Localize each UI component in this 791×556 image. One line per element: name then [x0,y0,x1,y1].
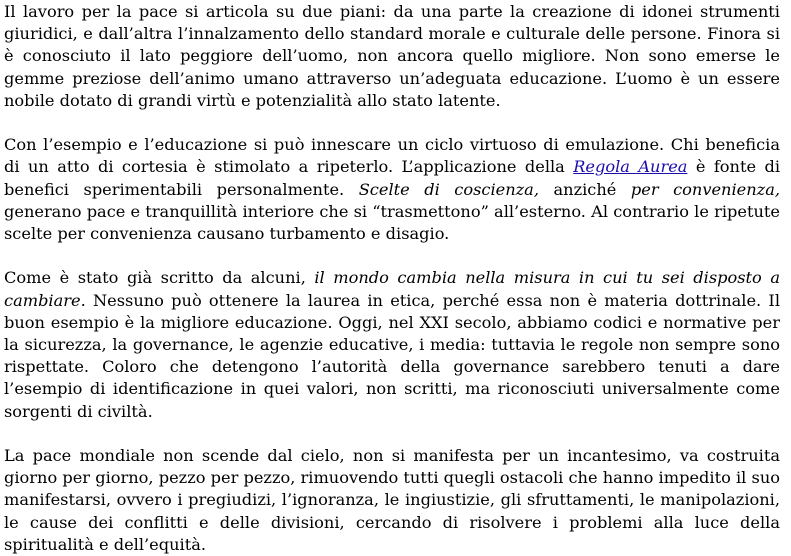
regola-aurea-link[interactable]: Regola Aurea [573,157,688,177]
paragraph-2 [4,134,780,245]
paragraph-1 [4,1,780,112]
paragraph-3-text-b: Nessuno può ottenere la laurea in etica, perché essa non è materia dottrinale. Il buon esempio è la migliore educazione. Oggi, nel XXI secolo, abbiamo codici e normative per la sicurezza, la governance, le agenzie educative, i media: tuttavia le regole non sempre sono rispettate. Coloro che detengono l’autorità della governance sarebbero tenuti a dare l’esempio di identificazione in quei valori, non scritti, ma riconosciuti universalmente come sorgenti di civiltà. [4,290,780,421]
paragraph-2-text-a: Con l’esempio e l’educazione si può innescare un ciclo virtuoso di emulazione. Chi beneficia di un atto di cortesia è stimolato a ripeterlo. L’applicazione della [4,135,780,177]
paragraph-3-text-a: Come è stato già scritto da alcuni, [4,268,315,288]
paragraph-1-text: Il lavoro per la pace si articola su due piani: da una parte la creazione di idonei strumenti giuridici, e dall’altra l’innalzamento dello standard morale e culturale delle persone. Finora si è conosciuto il lato peggiore dell’uomo, non ancora quello migliore. Non sono emerse le gemme preziose dell’animo umano attraverso un’adeguata educazione. L’uomo è un essere nobile dotato di grandi virtù e potenzialità allo stato latente. [4,2,780,110]
paragraph-2-text-c: anziché [538,179,631,199]
paragraph-2-text-d: generano pace e tranquillità interiore che si “trasmettono” all’esterno. Al contrario le ripetute scelte per convenienza causano turbamento e disagio. [4,201,780,244]
paragraph-3-emphasis: il mondo cambia nella misura in cui tu sei disposto a cambiare. [4,268,780,310]
document-body [4,1,780,556]
paragraph-2-emphasis-b: per convenienza, [630,179,780,199]
paragraph-3 [4,267,780,422]
paragraph-2-emphasis-a: Scelte di coscienza, [358,179,539,199]
paragraph-4 [4,445,780,556]
paragraph-4-text: La pace mondiale non scende dal cielo, non si manifesta per un incantesimo, va costruita giorno per giorno, pezzo per pezzo, rimuovendo tutti quegli ostacoli che hanno impedito il suo manifestarsi, ovvero i pregiudizi, l’ignoranza, le ingiustizie, gli sfruttamenti, le manipolazioni, le cause dei conflitti e delle divisioni, cercando di risolvere i problemi alla luce della spiritualità e dell’equità. [4,446,780,554]
paragraph-2-text-b: è fonte di benefici sperimentabili personalmente. [4,157,781,199]
